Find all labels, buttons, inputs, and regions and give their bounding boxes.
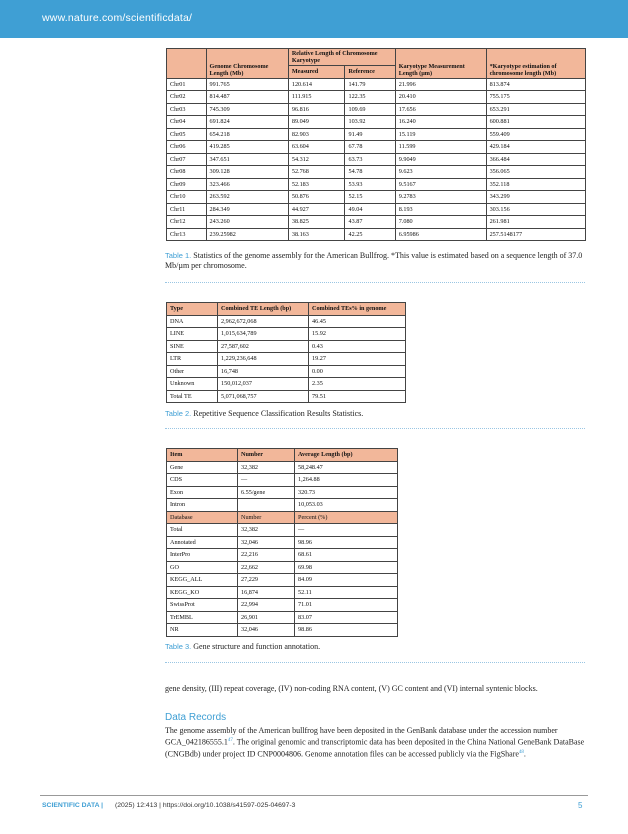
table1-cell: 261.981 [486, 216, 585, 229]
table3-cell: 58,248.47 [295, 461, 398, 474]
table3-cell: 320.73 [295, 486, 398, 499]
table3-cell: 83.07 [295, 611, 398, 624]
table1-cell: Chr12 [167, 216, 207, 229]
table1-cell: 284.349 [206, 203, 288, 216]
table3-row [167, 561, 398, 574]
table1-cell: 309.128 [206, 166, 288, 179]
table1-cell: 16.240 [395, 116, 486, 129]
t1-header-karyotype: Karyotype Measurement Length (µm) [395, 49, 486, 79]
table3-row [167, 524, 398, 537]
table2-caption-text: Repetitive Sequence Classification Results Statistics. [193, 409, 364, 418]
table3-row [167, 586, 398, 599]
table1-cell: 691.824 [206, 116, 288, 129]
table3-cell: 10,053.03 [295, 499, 398, 512]
table3-cell: 52.11 [295, 586, 398, 599]
table1-cell: 263.592 [206, 191, 288, 204]
reference-47[interactable]: 47 [227, 738, 233, 743]
table1-cell: 6.95986 [395, 228, 486, 241]
table1-cell: 9.9049 [395, 153, 486, 166]
table2-cell: LTR [167, 353, 218, 366]
data-records-text-c: . [523, 749, 526, 759]
table-gene-annotation [166, 448, 398, 637]
table1-cell: 53.93 [345, 178, 395, 191]
table1-row [167, 191, 586, 204]
page-number: 5 [578, 801, 583, 810]
table3-cell: Gene [167, 461, 238, 474]
table1-cell: Chr08 [167, 166, 207, 179]
table1-cell: 54.78 [345, 166, 395, 179]
table2-caption-label: Table 2. [165, 409, 192, 418]
table3-cell: 16,874 [238, 586, 295, 599]
table3-caption [165, 642, 320, 652]
table1-cell: Chr04 [167, 116, 207, 129]
table1-cell: Chr09 [167, 178, 207, 191]
t3-header-average: Average Length (bp) [295, 449, 398, 462]
table1-row [167, 166, 586, 179]
table3-cell: Total [167, 524, 238, 537]
table1-cell: 17.656 [395, 103, 486, 116]
table1-cell: 63.604 [288, 141, 345, 154]
table2-row [167, 315, 406, 328]
table1-row [167, 203, 586, 216]
t1-header-reference: Reference [345, 66, 395, 79]
table2-cell: 150,012,037 [218, 378, 309, 391]
table3-row [167, 461, 398, 474]
table1-cell: 429.184 [486, 141, 585, 154]
table1-cell: 11.599 [395, 141, 486, 154]
table1-cell: 991.765 [206, 78, 288, 91]
t3-header-item: Item [167, 449, 238, 462]
table1-cell: 559.409 [486, 128, 585, 141]
table2-row [167, 390, 406, 403]
table2-cell: DNA [167, 315, 218, 328]
table1-cell: Chr07 [167, 153, 207, 166]
table2-cell: 15.92 [309, 328, 406, 341]
body-paragraph: gene density, (III) repeat coverage, (IV) non-coding RNA content, (V) GC content and (VI) internal syntenic blocks. [165, 684, 538, 693]
divider [165, 282, 585, 283]
table3-cell: 32,382 [238, 524, 295, 537]
table1-caption-text: Statistics of the genome assembly for the American Bullfrog. *This value is estimated based on a sequence length of 37.0 Mb/µm per chromosome. [165, 251, 583, 270]
table3-cell: Annotated [167, 536, 238, 549]
table2-cell: 46.45 [309, 315, 406, 328]
table1-cell: 52.768 [288, 166, 345, 179]
table1-cell: Chr05 [167, 128, 207, 141]
table3-cell: Percent (%) [295, 511, 398, 524]
table2-row [167, 328, 406, 341]
table1-row [167, 128, 586, 141]
footer-divider [40, 795, 588, 796]
table-repetitive-sequence [166, 302, 406, 403]
table2-cell: SINE [167, 340, 218, 353]
table1-cell: 63.73 [345, 153, 395, 166]
table2-cell: LINE [167, 328, 218, 341]
table2-row [167, 353, 406, 366]
table1-cell: 111.915 [288, 91, 345, 104]
table3-row [167, 599, 398, 612]
data-records-text-b: . The original genomic and transcriptomic data has been deposited in the China National GeneBank DataBase (CNGBdb) under project ID CNP0004806. Genome annotation files can be accessed publicly via the FigShare [165, 737, 585, 759]
table1-caption-label: Table 1. [165, 251, 192, 260]
table1-row [167, 116, 586, 129]
table3-cell: 6.55/gene [238, 486, 295, 499]
table1-cell: 44.927 [288, 203, 345, 216]
table1-cell: 42.25 [345, 228, 395, 241]
table1-cell: 52.183 [288, 178, 345, 191]
t1-header-length: Genome Chromosome Length (Mb) [206, 49, 288, 79]
table3-cell: Number [238, 511, 295, 524]
table1-row [167, 228, 586, 241]
table1-cell: 38.825 [288, 216, 345, 229]
table1-cell: 257.5148177 [486, 228, 585, 241]
table3-caption-label: Table 3. [165, 642, 192, 651]
table3-cell: 26,901 [238, 611, 295, 624]
t2-header-type: Type [167, 303, 218, 316]
table2-cell: Total TE [167, 390, 218, 403]
table1-cell: Chr03 [167, 103, 207, 116]
table3-cell: 69.98 [295, 561, 398, 574]
table3-row [167, 624, 398, 637]
table2-cell: 5,071,068,757 [218, 390, 309, 403]
table1-cell: 745.309 [206, 103, 288, 116]
table1-cell: 43.87 [345, 216, 395, 229]
table2-row [167, 340, 406, 353]
table1-cell: 103.92 [345, 116, 395, 129]
table3-cell: Database [167, 511, 238, 524]
table3-row [167, 474, 398, 487]
table2-cell: 0.43 [309, 340, 406, 353]
table1-cell: 352.118 [486, 178, 585, 191]
table3-cell: 1,264.88 [295, 474, 398, 487]
table2-cell: 0.00 [309, 365, 406, 378]
t1-header-measured: Measured [288, 66, 345, 79]
table2-cell: 19.27 [309, 353, 406, 366]
table3-cell: 98.86 [295, 624, 398, 637]
table3-cell: GO [167, 561, 238, 574]
table1-cell: 9.623 [395, 166, 486, 179]
table1-row [167, 91, 586, 104]
table1-caption [165, 251, 585, 271]
table3-cell: TrEMBL [167, 611, 238, 624]
table1-cell: Chr13 [167, 228, 207, 241]
table3-cell: Exon [167, 486, 238, 499]
citation[interactable]: (2025) 12:413 | https://doi.org/10.1038/s41597-025-04697-3 [114, 802, 296, 809]
table1-cell: 89.049 [288, 116, 345, 129]
table1-cell: 54.312 [288, 153, 345, 166]
table1-cell: 15.119 [395, 128, 486, 141]
table2-cell: 16,748 [218, 365, 309, 378]
table3-row [167, 499, 398, 512]
table1-cell: Chr11 [167, 203, 207, 216]
table3-row [167, 574, 398, 587]
table3-cell: NR [167, 624, 238, 637]
table1-cell: 91.49 [345, 128, 395, 141]
table1-cell: Chr10 [167, 191, 207, 204]
table1-cell: 653.291 [486, 103, 585, 116]
table1-cell: 9.2783 [395, 191, 486, 204]
table3-cell [238, 499, 295, 512]
table1-cell: 347.651 [206, 153, 288, 166]
t1-header-estimation: *Karyotype estimation of chromosome length (Mb) [486, 49, 585, 79]
table3-cell: 98.96 [295, 536, 398, 549]
table3-cell: 68.61 [295, 549, 398, 562]
table3-cell: 84.09 [295, 574, 398, 587]
table1-cell: 82.903 [288, 128, 345, 141]
table1-cell: 356.065 [486, 166, 585, 179]
table1-cell: Chr06 [167, 141, 207, 154]
table1-cell: 120.614 [288, 78, 345, 91]
table2-cell: 1,229,236,648 [218, 353, 309, 366]
table3-cell: InterPro [167, 549, 238, 562]
table1-cell: 7.080 [395, 216, 486, 229]
table-genome-assembly [166, 48, 586, 241]
t2-header-length: Combined TE Length (bp) [218, 303, 309, 316]
table3-cell: 22,216 [238, 549, 295, 562]
table1-cell: 9.5167 [395, 178, 486, 191]
table2-row [167, 365, 406, 378]
table3-row [167, 486, 398, 499]
journal-name: SCIENTIFIC DATA | [42, 802, 104, 809]
table3-cell: 71.01 [295, 599, 398, 612]
section-title: Data Records [165, 712, 227, 723]
table1-row [167, 216, 586, 229]
table1-cell: 366.484 [486, 153, 585, 166]
table2-caption [165, 409, 363, 419]
table3-caption-text: Gene structure and function annotation. [193, 642, 321, 651]
table1-cell: Chr02 [167, 91, 207, 104]
table2-row [167, 378, 406, 391]
table3-cell: 32,046 [238, 624, 295, 637]
t1-header-blank [167, 49, 207, 79]
t2-header-percent: Combined TEs% in genome [309, 303, 406, 316]
table3-cell: 22,994 [238, 599, 295, 612]
table1-cell: 303.156 [486, 203, 585, 216]
journal-header-bar [0, 0, 628, 38]
table3-cell: 22,662 [238, 561, 295, 574]
table1-cell: 52.15 [345, 191, 395, 204]
table1-cell: 109.69 [345, 103, 395, 116]
table1-cell: 343.299 [486, 191, 585, 204]
table1-cell: Chr01 [167, 78, 207, 91]
table3-cell: 32,382 [238, 461, 295, 474]
table3-row [167, 611, 398, 624]
divider [165, 662, 585, 663]
table3-row [167, 549, 398, 562]
table1-cell: 323.466 [206, 178, 288, 191]
table1-cell: 755.175 [486, 91, 585, 104]
table1-cell: 20.410 [395, 91, 486, 104]
table1-cell: 419.285 [206, 141, 288, 154]
table1-cell: 813.874 [486, 78, 585, 91]
table3-row [167, 536, 398, 549]
table1-row [167, 153, 586, 166]
table1-row [167, 178, 586, 191]
table1-cell: 50.876 [288, 191, 345, 204]
table1-row [167, 103, 586, 116]
table1-cell: 96.816 [288, 103, 345, 116]
t1-header-relative: Relative Length of Chromosome Karyotype [288, 49, 395, 66]
table3-cell: 32,046 [238, 536, 295, 549]
t3-header-number: Number [238, 449, 295, 462]
table2-cell: 79.51 [309, 390, 406, 403]
journal-url[interactable]: www.nature.com/scientificdata/ [42, 12, 193, 24]
table1-cell: 654.218 [206, 128, 288, 141]
reference-48[interactable]: 48 [518, 749, 524, 755]
table3-cell: Intron [167, 499, 238, 512]
table3-cell: 27,229 [238, 574, 295, 587]
table1-cell: 67.78 [345, 141, 395, 154]
table3-cell: — [238, 474, 295, 487]
table1-cell: 141.79 [345, 78, 395, 91]
table3-cell: CDS [167, 474, 238, 487]
table3-cell: SwissProt [167, 599, 238, 612]
table1-cell: 814.487 [206, 91, 288, 104]
table1-cell: 600.881 [486, 116, 585, 129]
table1-row [167, 78, 586, 91]
table2-cell: 27,587,602 [218, 340, 309, 353]
data-records-text-a: The genome assembly of the American bullfrog have been deposited in the GenBank database under the accession number GCA_042186555.1 [165, 726, 558, 747]
table3-cell: KEGG_ALL [167, 574, 238, 587]
table2-cell: 2.35 [309, 378, 406, 391]
footer [42, 802, 295, 809]
table2-cell: 1,015,634,789 [218, 328, 309, 341]
table1-cell: 21.996 [395, 78, 486, 91]
table1-cell: 49.04 [345, 203, 395, 216]
table3-row [167, 511, 398, 524]
table1-cell: 8.193 [395, 203, 486, 216]
divider [165, 428, 585, 429]
table1-cell: 122.35 [345, 91, 395, 104]
table3-cell: — [295, 524, 398, 537]
table1-cell: 38.163 [288, 228, 345, 241]
table3-cell: KEGG_KO [167, 586, 238, 599]
table2-cell: 2,962,672,068 [218, 315, 309, 328]
table2-cell: Unknown [167, 378, 218, 391]
table2-cell: Other [167, 365, 218, 378]
data-records-paragraph [165, 726, 587, 759]
table1-cell: 239.25982 [206, 228, 288, 241]
table1-row [167, 141, 586, 154]
table1-cell: 243.260 [206, 216, 288, 229]
